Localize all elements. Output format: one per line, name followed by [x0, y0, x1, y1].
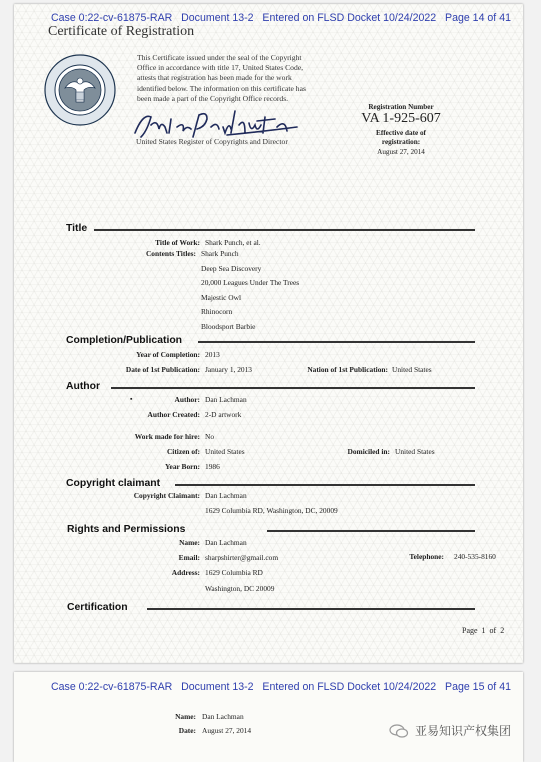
intro-line: been made a part of the Copyright Office records.: [137, 93, 289, 103]
copyright-claimant-label: Copyright Claimant:: [133, 491, 200, 500]
work-for-hire-label: Work made for hire:: [134, 432, 200, 441]
section-claimant-heading: Copyright claimant: [66, 478, 161, 489]
domiciled-in-label: Domiciled in:: [347, 447, 390, 456]
effective-date-label-line: registration:: [381, 137, 421, 146]
section-divider: [94, 229, 475, 231]
citizen-of-value: United States: [205, 447, 245, 456]
docket-case: Case 0:22-cv-61875-RAR: [51, 681, 173, 693]
docket-entered: Entered on FLSD Docket 10/24/2022: [262, 681, 437, 693]
watermark: [389, 722, 511, 739]
rights-address-line: 1629 Columbia RD: [205, 568, 263, 577]
certification-date-label: Date:: [178, 726, 196, 735]
citizen-of-label: Citizen of:: [166, 447, 200, 456]
certification-name-value: Dan Lachman: [202, 712, 244, 721]
docket-document: Document 13-2: [181, 12, 254, 24]
copyright-office-seal: [44, 54, 116, 126]
seal-icon: [44, 54, 116, 126]
section-divider: [267, 530, 475, 532]
author-bullet: ▪: [130, 395, 133, 403]
rights-email-label: Email:: [178, 553, 200, 562]
year-born-label: Year Born:: [165, 462, 200, 471]
author-created-label: Author Created:: [147, 410, 200, 419]
effective-date-label-line: Effective date of: [376, 129, 426, 137]
section-certification-heading: Certification: [67, 602, 128, 613]
effective-date-label: [349, 129, 453, 146]
title-of-work-value: Shark Punch, et al.: [205, 238, 261, 247]
intro-line: identified below. The information on this certificate has: [137, 83, 306, 93]
year-born-value: 1986: [205, 462, 220, 471]
nation-of-publication-value: United States: [392, 365, 432, 374]
domiciled-in-value: United States: [395, 447, 435, 456]
rights-name-label: Name:: [179, 538, 200, 547]
certificate-page-2: [14, 672, 523, 762]
watermark-text: 亚易知识产权集团: [415, 724, 512, 738]
register-signature: [127, 107, 302, 141]
intro-line: This Certificate issued under the seal of the Copyright: [137, 53, 302, 62]
year-of-completion-label: Year of Completion:: [136, 350, 200, 359]
contents-title-item: Shark Punch: [201, 249, 239, 258]
nation-of-publication-label: Nation of 1st Publication:: [307, 365, 388, 374]
register-caption: United States Register of Copyrights and Director: [136, 137, 288, 146]
section-title-heading: Title: [66, 223, 88, 234]
section-divider: [147, 608, 475, 610]
section-completion-heading: Completion/Publication: [66, 335, 183, 346]
author-created-value: 2-D artwork: [205, 410, 242, 419]
contents-title-item: Deep Sea Discovery: [201, 264, 262, 273]
rights-address-label: Address:: [171, 568, 200, 577]
author-value: Dan Lachman: [205, 395, 247, 404]
rights-address-line: Washington, DC 20009: [205, 584, 275, 593]
certificate-page-1: [14, 4, 523, 663]
registration-number: VA 1-925-607: [361, 111, 441, 126]
certification-name-label: Name:: [175, 712, 196, 721]
certificate-title: Certificate of Registration: [48, 24, 195, 39]
effective-date: August 27, 2014: [377, 148, 425, 156]
docket-page: Page 14 of 41: [445, 12, 511, 24]
docket-page: Page 15 of 41: [445, 681, 511, 693]
title-of-work-label: Title of Work:: [155, 238, 200, 247]
copyright-claimant-name: Dan Lachman: [205, 491, 247, 500]
contents-title-item: Majestic Owl: [201, 293, 242, 302]
first-publication-date-label: Date of 1st Publication:: [125, 365, 200, 374]
work-for-hire-value: No: [205, 432, 215, 441]
intro-line: Office in accordance with title 17, United States Code,: [137, 63, 304, 73]
contents-title-item: Bloodsport Barbie: [201, 322, 256, 331]
docket-case: Case 0:22-cv-61875-RAR: [51, 12, 173, 24]
contents-title-item: 20,000 Leagues Under The Trees: [201, 278, 300, 287]
page-footer: Page 1 of 2: [462, 626, 505, 635]
contents-titles-label: Contents Titles:: [145, 249, 196, 258]
wechat-icon: [389, 724, 409, 738]
year-of-completion-value: 2013: [205, 350, 220, 359]
docket-header: [51, 681, 511, 693]
rights-telephone-label: Telephone:: [409, 552, 444, 561]
registration-number-label: Registration Number: [368, 103, 434, 111]
rights-email-value: sharpshirter@gmail.com: [205, 553, 279, 562]
rights-name-value: Dan Lachman: [205, 538, 247, 547]
first-publication-date-value: January 1, 2013: [205, 365, 253, 374]
copyright-claimant-address: 1629 Columbia RD, Washington, DC, 20009: [205, 506, 338, 515]
section-rights-heading: Rights and Permissions: [67, 524, 186, 535]
docket-header: [51, 12, 511, 24]
registration-block: [349, 103, 453, 156]
section-divider: [111, 387, 475, 389]
author-label: Author:: [174, 395, 200, 404]
certification-date-value: August 27, 2014: [202, 726, 252, 735]
certificate-intro: [137, 53, 306, 104]
docket-entered: Entered on FLSD Docket 10/24/2022: [262, 12, 437, 24]
contents-title-item: Rhinocorn: [201, 307, 233, 316]
section-divider: [198, 341, 475, 343]
intro-line: attests that registration has been made for the work: [137, 73, 292, 83]
section-author-heading: Author: [66, 381, 101, 392]
rights-telephone-value: 240-535-8160: [454, 552, 496, 561]
section-divider: [175, 484, 475, 486]
docket-document: Document 13-2: [181, 681, 254, 693]
